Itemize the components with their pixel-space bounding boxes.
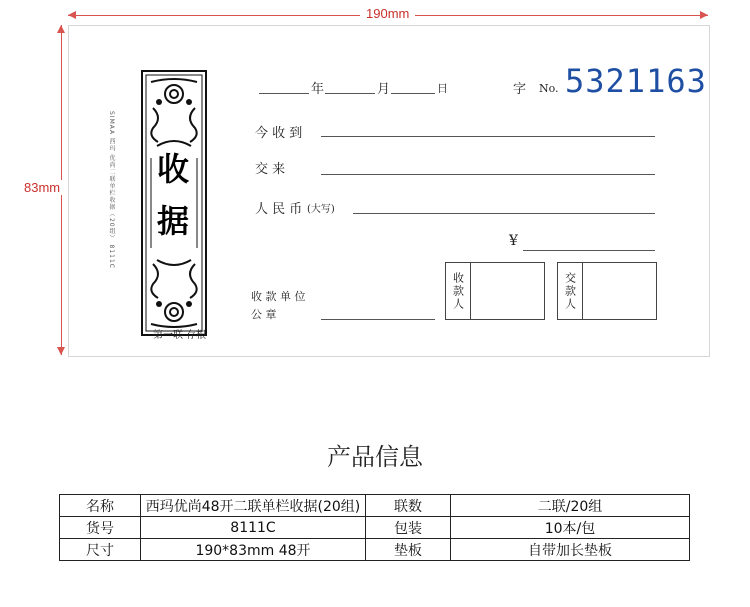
rmb-note: (大写) [307, 204, 335, 215]
for-line [321, 174, 655, 175]
rmb-label: 人 民 币 [255, 202, 303, 217]
width-label: 190mm [360, 6, 415, 21]
table-cell: 10本/包 [451, 517, 690, 539]
received-from-line [321, 136, 655, 137]
for-label: 交 来 [255, 162, 286, 177]
table-cell: 垫板 [366, 539, 451, 561]
title-char-2: 据 [157, 202, 190, 240]
no-label: No. [539, 82, 559, 95]
table-cell: 尺寸 [60, 539, 141, 561]
receipt-form [68, 25, 710, 357]
stub-label: 第一联 存根 [153, 330, 207, 341]
table-cell: 自带加长垫板 [451, 539, 690, 561]
table-cell: 包装 [366, 517, 451, 539]
height-arrow-bottom [57, 347, 65, 355]
width-arrow-right [700, 11, 708, 19]
month-blank [325, 93, 375, 94]
table-cell: 货号 [60, 517, 141, 539]
table-cell: 190*83mm 48开 [141, 539, 366, 561]
seal-label: 公 章 [251, 308, 277, 321]
payer-label: 交款人 [558, 263, 583, 319]
received-from-label: 今 收 到 [255, 126, 303, 141]
payee-label: 收款人 [446, 263, 471, 319]
rmb-line [353, 213, 655, 214]
table-cell: 名称 [60, 495, 141, 517]
year-blank [259, 93, 309, 94]
table-row [60, 517, 690, 539]
info-title: 产品信息 [327, 443, 423, 471]
year-label: 年 [311, 82, 325, 97]
table-cell: 联数 [366, 495, 451, 517]
table-row [60, 495, 690, 517]
table-cell: 8111C [141, 517, 366, 539]
side-product-text: SIMAA 西玛 优尚二联单栏收据（20组） 8111C [108, 111, 115, 269]
yen-symbol: ¥ [509, 233, 518, 249]
payer-panel [557, 262, 657, 320]
unit-line [321, 319, 435, 320]
height-arrow-top [57, 25, 65, 33]
table-cell: 西玛优尚48开二联单栏收据(20组) [141, 495, 366, 517]
month-label: 月 [377, 82, 391, 97]
height-label: 83mm [24, 180, 61, 195]
yen-line [523, 250, 655, 251]
serial-number: 5321163 [565, 62, 707, 100]
serial-prefix: 字 [513, 82, 527, 97]
day-blank [391, 93, 435, 94]
payee-panel [445, 262, 545, 320]
title-char-1: 收 [157, 150, 190, 188]
info-table [59, 494, 690, 561]
table-row [60, 539, 690, 561]
day-label: 日 [437, 82, 448, 95]
table-cell: 二联/20组 [451, 495, 690, 517]
unit-label: 收 款 单 位 [251, 290, 306, 303]
width-arrow-left [68, 11, 76, 19]
